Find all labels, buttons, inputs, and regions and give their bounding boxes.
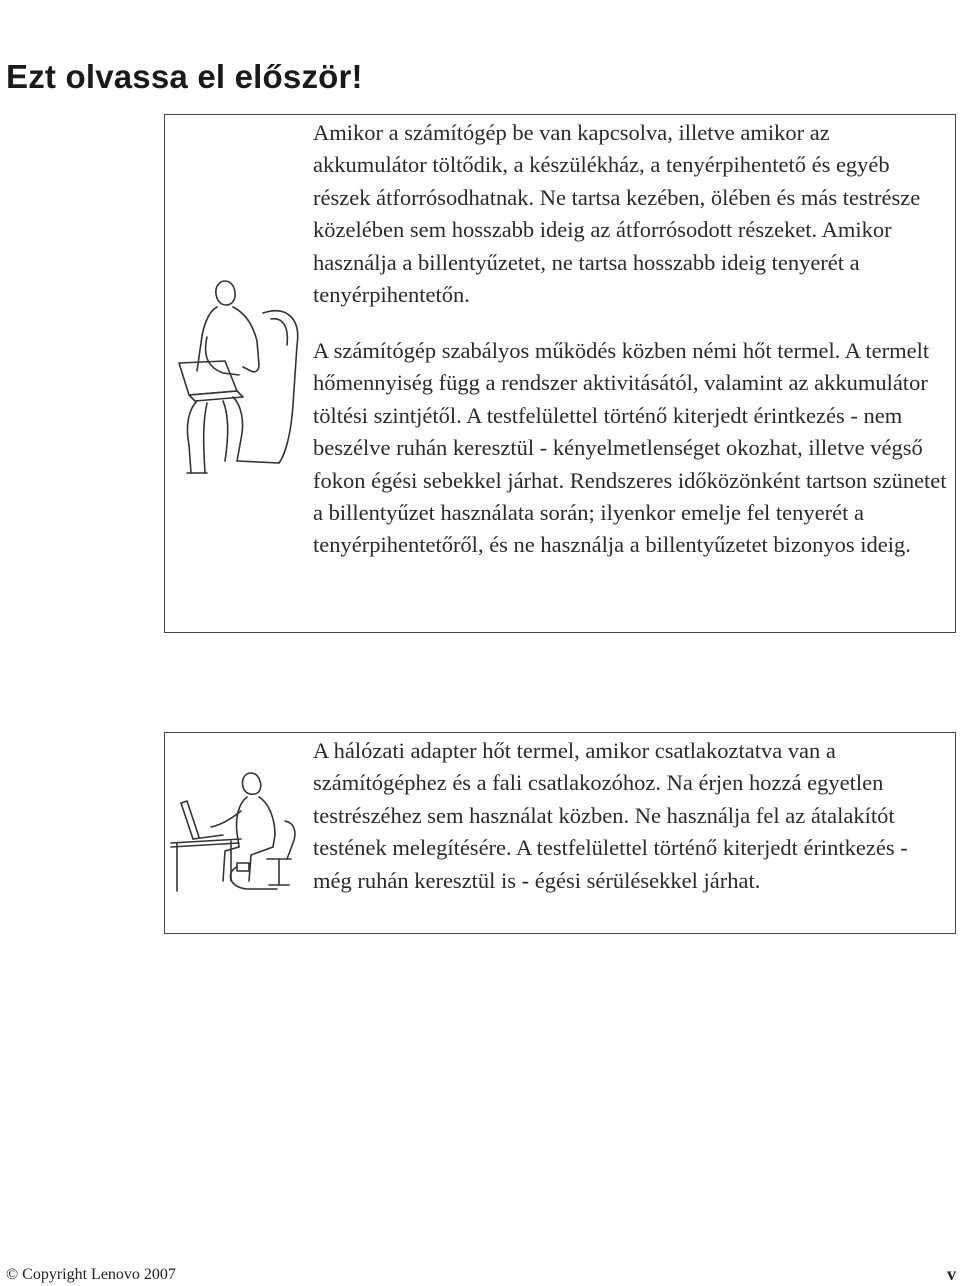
page-title: Ezt olvassa el először! [6, 58, 363, 95]
footer-copyright: © Copyright Lenovo 2007 [6, 1266, 176, 1283]
warning-text-2 [313, 335, 947, 562]
warning-text-1 [313, 117, 947, 311]
laptop-heat-warning-box [164, 114, 956, 633]
warning-text-3 [313, 735, 947, 897]
person-at-desk-with-adapter-illustration [167, 763, 303, 893]
person-with-laptop-on-lap-illustration [167, 275, 303, 475]
warning-paragraph: Amikor a számítógép be van kapcsolva, illetve amikor az akkumulátor töltődik, a készülékház, a tenyérpihentető és egyéb részek átforrósodhatnak. Ne tartsa kezében, ölében és más testrésze közelében sem hosszabb ideig az átforrósodott részeket. Amikor használja a billentyűzetet, ne tartsa hosszabb ideig tenyerét a tenyérpihentetőn. [313, 120, 921, 308]
page-number: v [947, 1264, 956, 1284]
warning-paragraph: A számítógép szabályos működés közben némi hőt termel. A termelt hőmennyiség függ a rendszer aktivitásától, valamint az akkumulátor töltési szintjétől. A testfelülettel történő kiterjedt érintkezés - nem beszélve ruhán keresztül - kényelmetlenséget okozhat, illetve végső fokon égési sebekkel járhat. Rendszeres időközönként tartson szünetet a billentyűzet használata során; ilyenkor emelje fel tenyerét a tenyérpihentetőről, és ne használja a billentyűzetet bizonyos ideig. [313, 338, 947, 558]
adapter-heat-warning-box [164, 732, 956, 934]
warning-paragraph: A hálózati adapter hőt termel, amikor csatlakoztatva van a számítógéphez és a fali csatlakozóhoz. Na érjen hozzá egyetlen testrészéhez sem használat közben. Ne használja fel az átalakítót testének melegítésére. A testfelülettel történő kiterjedt érintkezés - még ruhán keresztül is - égési sérülésekkel járhat. [313, 738, 908, 893]
